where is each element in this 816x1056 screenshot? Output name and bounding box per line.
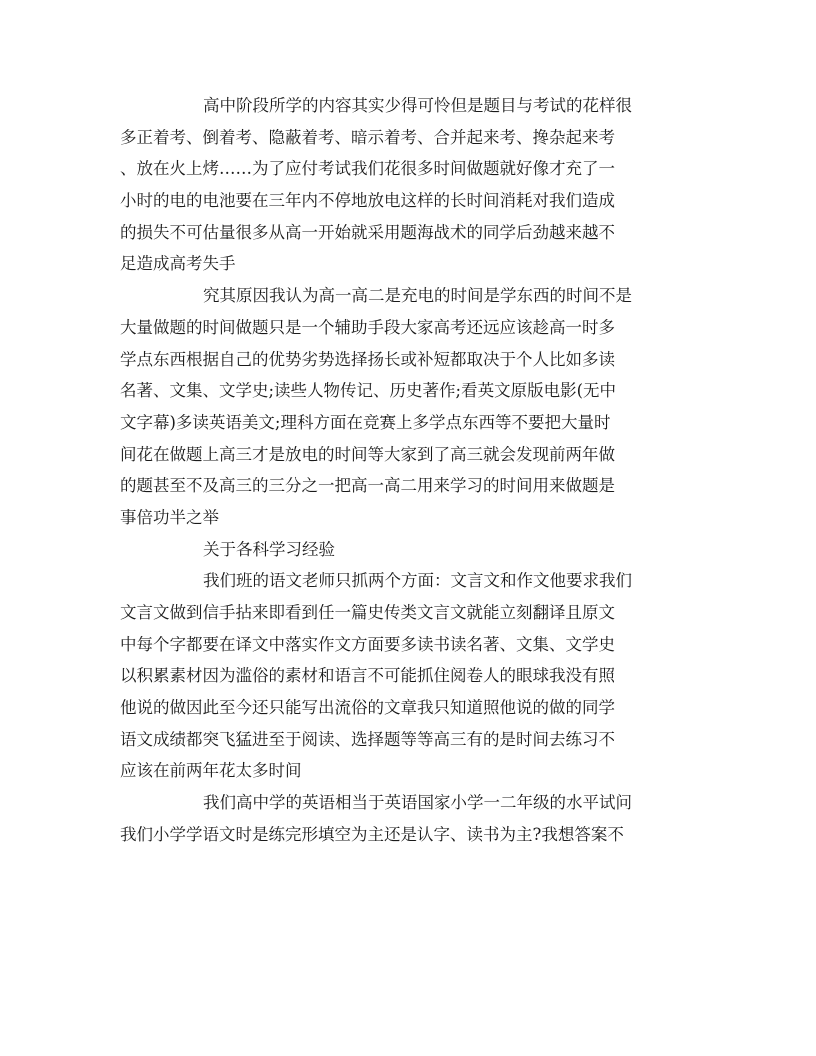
text-line: 文言文做到信手拈来即看到任一篇史传类文言文就能立刻翻译且原文 bbox=[120, 603, 615, 622]
text-line: 文字幕)多读英语美文;理科方面在竞赛上多学点东西等不要把大量时 bbox=[120, 412, 611, 432]
paragraph-2 bbox=[120, 280, 690, 534]
text-line: 应该在前两年花太多时间 bbox=[120, 761, 302, 781]
text-line: 间花在做题上高三才是放电的时间等大家到了高三就会发现前两年做 bbox=[120, 444, 615, 464]
text-line: 他说的做因此至今还只能写出流俗的文章我只知道照他说的做的同学 bbox=[120, 698, 615, 718]
text-line: 的损失不可估量很多从高一开始就采用题海战术的同学后劲越来越不 bbox=[120, 222, 615, 242]
text-line: 、放在火上烤……为了应付考试我们花很多时间做题就好像才充了一 bbox=[120, 159, 615, 179]
text-line: 我们高中学的英语相当于英语国家小学一二年级的水平试问 bbox=[203, 793, 632, 813]
text-line: 足造成高考失手 bbox=[120, 254, 236, 274]
paragraph-1 bbox=[120, 90, 690, 280]
text-line: 我们小学学语文时是练完形填空为主还是认字、读书为主?我想答案不 bbox=[120, 824, 624, 844]
paragraph-3 bbox=[120, 565, 690, 787]
section-heading-text: 关于各科学习经验 bbox=[203, 539, 335, 559]
text-line: 我们班的语文老师只抓两个方面：文言文和作文他要求我们 bbox=[203, 571, 632, 591]
text-line: 多正着考、倒着考、隐蔽着考、暗示着考、合并起来考、搀杂起来考 bbox=[120, 127, 615, 147]
text-line: 名著、文集、文学史;读些人物传记、历史著作;看英文原版电影(无中 bbox=[120, 381, 617, 401]
document-page bbox=[120, 90, 690, 851]
text-line: 语文成绩都突飞猛进至于阅读、选择题等等高三有的是时间去练习不 bbox=[120, 729, 615, 749]
text-line: 事倍功半之举 bbox=[120, 507, 219, 527]
text-line: 小时的电的电池要在三年内不停地放电这样的长时间消耗对我们造成 bbox=[120, 191, 615, 211]
text-line: 以积累素材因为滥俗的素材和语言不可能抓住阅卷人的眼球我没有照 bbox=[120, 666, 615, 686]
section-heading bbox=[120, 534, 690, 566]
text-line: 大量做题的时间做题只是一个辅助手段大家高考还远应该趁高一时多 bbox=[120, 317, 615, 337]
paragraph-4 bbox=[120, 787, 690, 850]
text-line: 中每个字都要在译文中落实作文方面要多读书读名著、文集、文学史 bbox=[120, 634, 615, 654]
text-line: 究其原因我认为高一高二是充电的时间是学东西的时间不是 bbox=[203, 286, 632, 306]
text-line: 的题甚至不及高三的三分之一把高一高二用来学习的时间用来做题是 bbox=[120, 476, 615, 496]
text-line: 高中阶段所学的内容其实少得可怜但是题目与考试的花样很 bbox=[203, 96, 632, 115]
text-line: 学点东西根据自己的优势劣势选择扬长或补短都取决于个人比如多读 bbox=[120, 349, 615, 369]
